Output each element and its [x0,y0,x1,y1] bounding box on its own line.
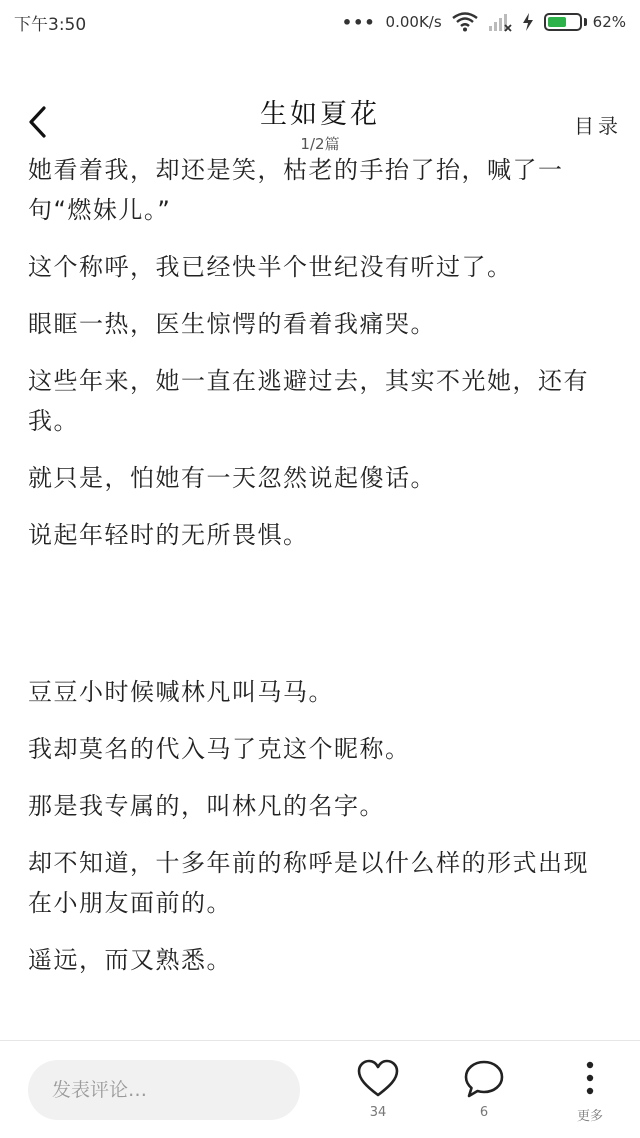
network-speed: 0.00K/s [385,13,442,31]
paragraph: 我却莫名的代入马了克这个昵称。 [28,735,411,763]
paragraph: 说起年轻时的无所畏惧。 [28,521,309,549]
title-block [170,92,470,154]
paragraph: 豆豆小时候喊林凡叫马马。 [28,678,334,706]
comments-button[interactable] [452,1059,516,1120]
charging-icon [522,12,534,32]
more-dots-icon: ••• [341,12,376,32]
more-button[interactable] [558,1059,622,1124]
battery-icon [544,13,626,31]
signal-icon [488,12,512,32]
like-button[interactable] [346,1059,410,1120]
paragraph: 眼眶一热，医生惊愕的看着我痛哭。 [28,310,436,338]
reader-header [0,84,640,156]
battery-percent: 62% [592,13,626,31]
comment-input[interactable]: 发表评论… [28,1060,300,1120]
article-content [0,150,640,1030]
status-time: 下午3:50 [14,14,87,35]
vertical-dots-icon [568,1059,612,1099]
heart-icon [356,1059,400,1099]
paragraph: 这个称呼，我已经快半个世纪没有听过了。 [28,253,513,281]
table-of-contents-button[interactable]: 目录 [574,114,622,138]
article-title: 生如夏花 [260,99,380,130]
status-indicators [342,12,626,32]
chapter-indicator: 1/2篇 [300,135,340,153]
paragraph: 却不知道，十多年前的称呼是以什么样的形式出现在小朋友面前的。 [28,849,589,917]
back-button[interactable] [22,102,56,142]
paragraph: 这些年来，她一直在逃避过去，其实不光她，还有我。 [28,367,589,435]
more-label: 更多 [576,1109,603,1124]
bottom-action-bar [0,1040,640,1138]
paragraph: 她看着我，却还是笑，枯老的手抬了抬，喊了一句“燃妹儿。” [28,156,564,224]
paragraph: 遥远，而又熟悉。 [28,946,232,974]
paragraph: 那是我专属的，叫林凡的名字。 [28,792,385,820]
speech-bubble-icon [462,1059,506,1099]
like-count: 34 [369,1105,387,1120]
status-bar [0,0,640,44]
chevron-left-icon [22,102,56,142]
comment-count: 6 [479,1105,489,1120]
section-break [28,572,612,672]
wifi-icon [452,12,478,32]
paragraph: 就只是，怕她有一天忽然说起傻话。 [28,464,436,492]
